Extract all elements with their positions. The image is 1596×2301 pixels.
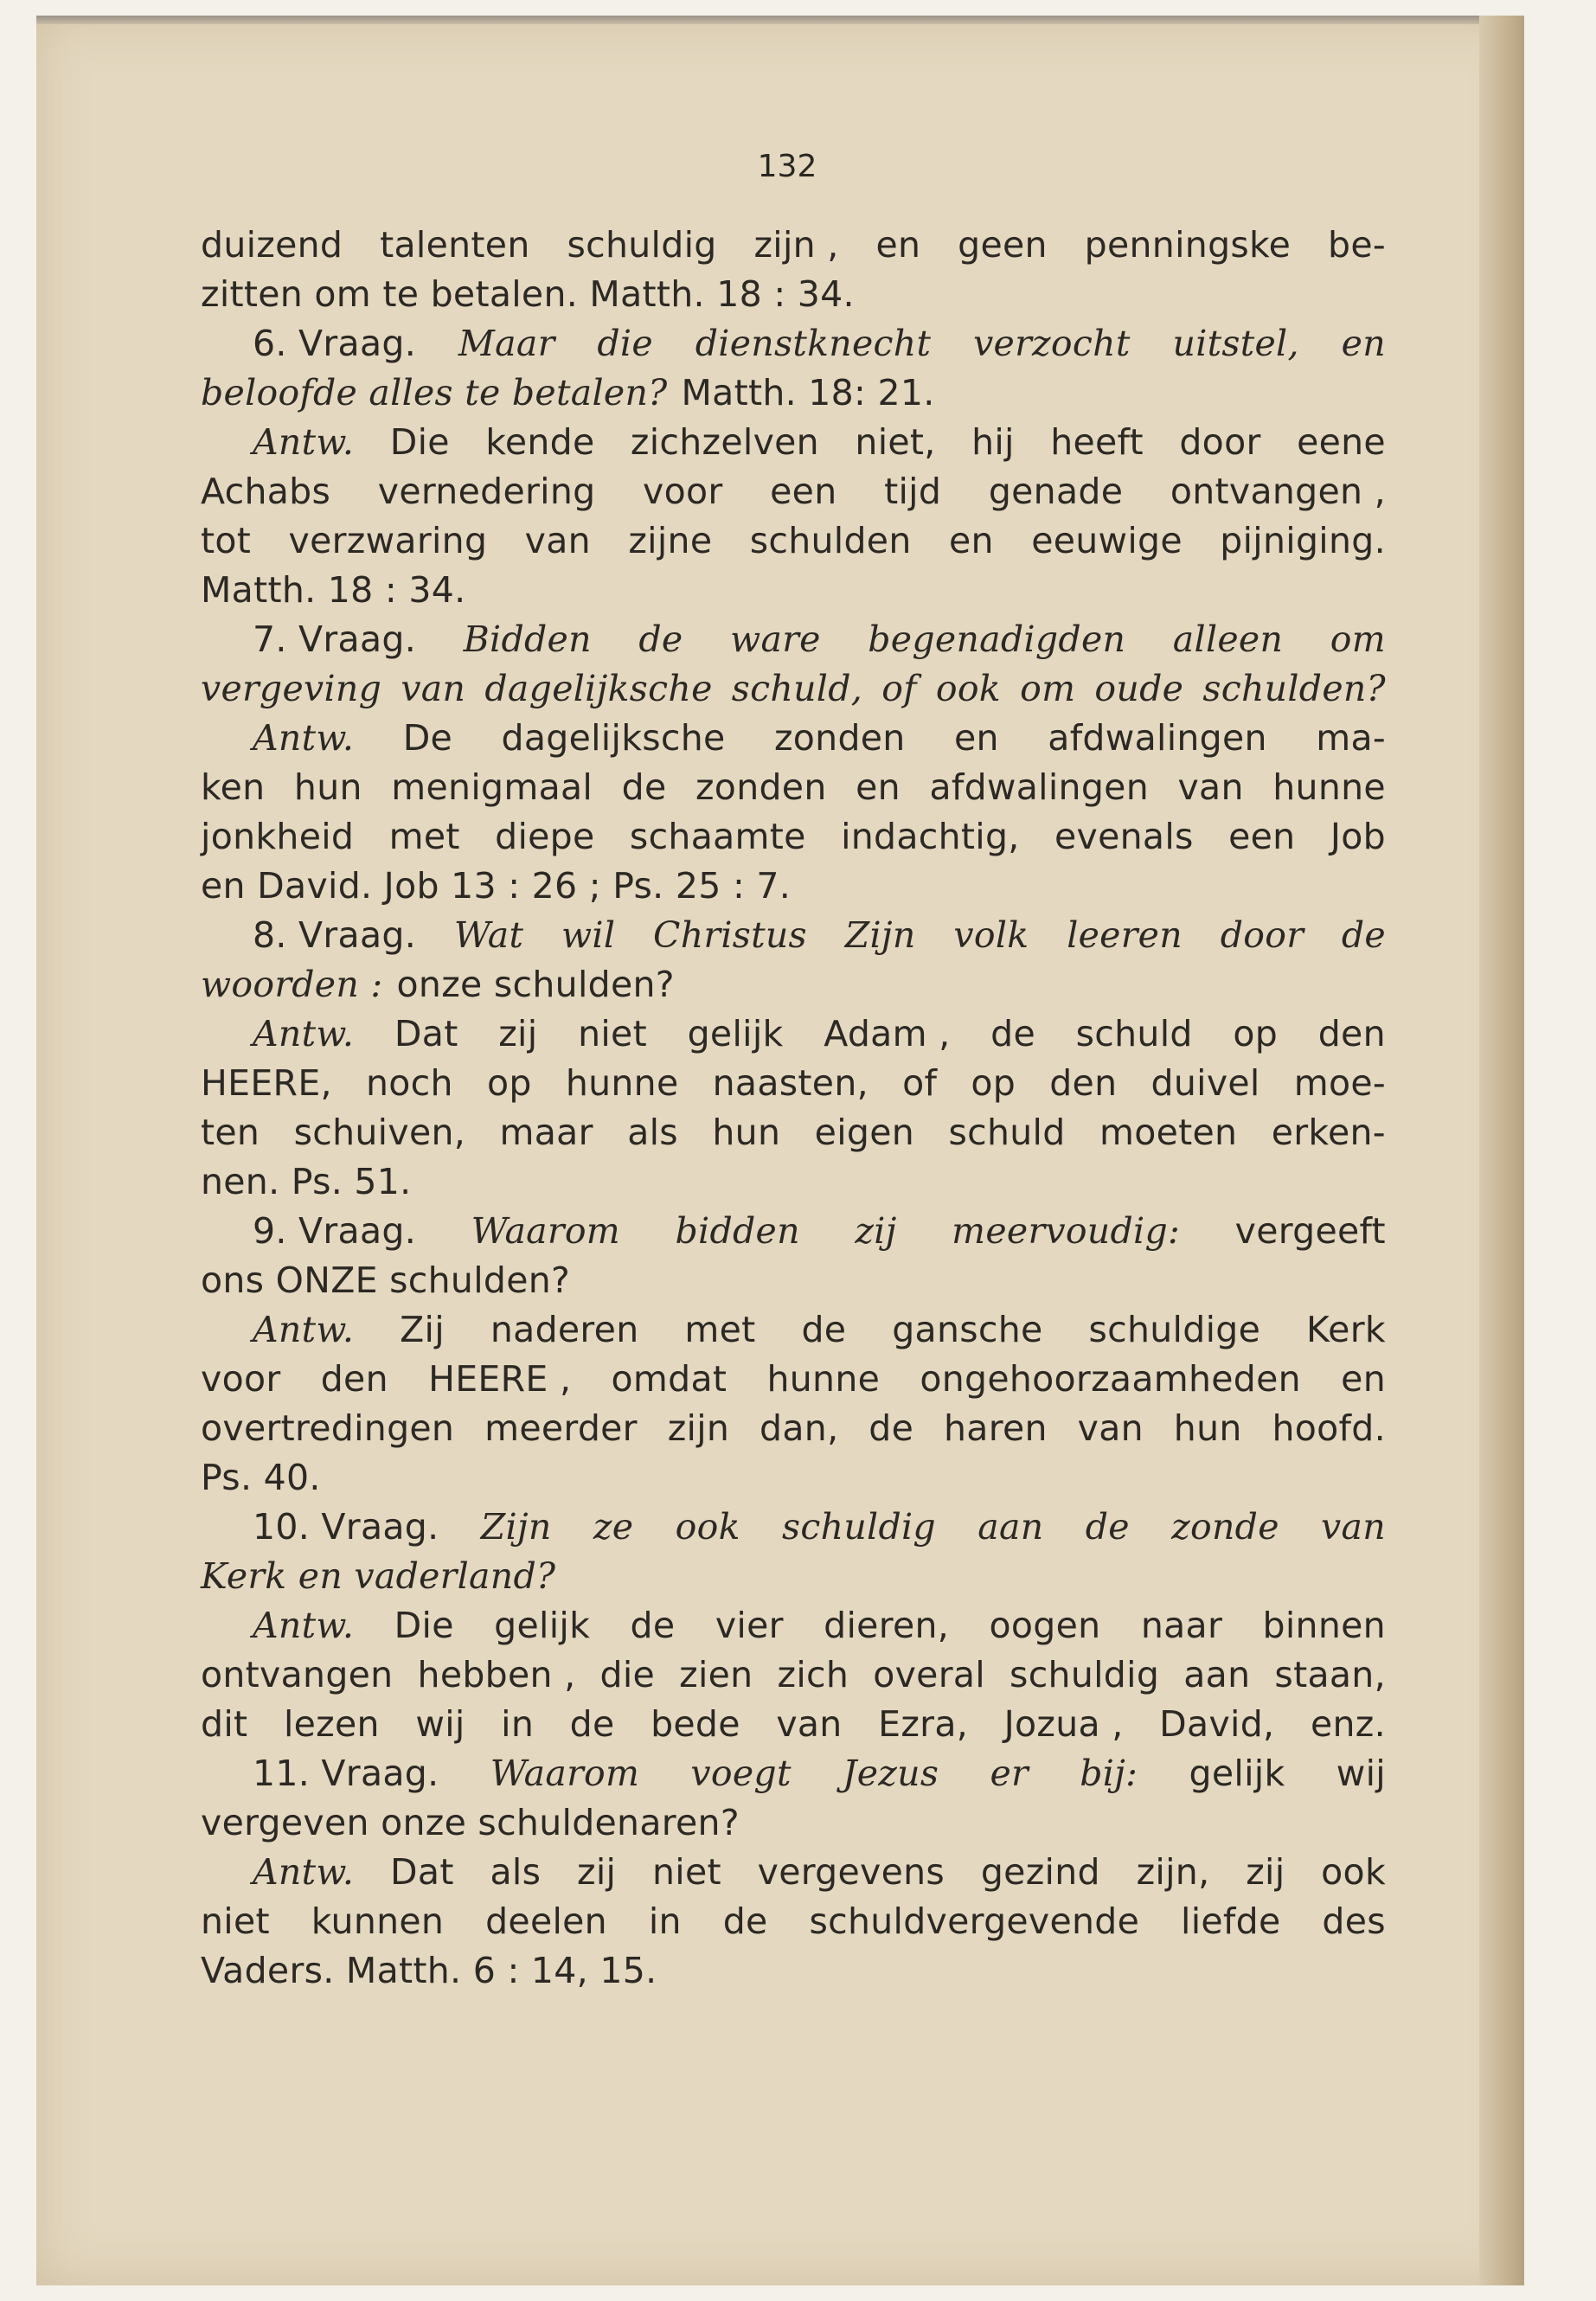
word: bede xyxy=(651,1703,740,1745)
word: hebben , xyxy=(417,1654,576,1695)
word: en xyxy=(856,766,901,808)
word: voor xyxy=(643,471,723,512)
word: naasten, xyxy=(712,1062,869,1104)
text-line xyxy=(201,1552,1386,1601)
word: schuldig xyxy=(567,224,717,266)
word: vernedering xyxy=(377,471,596,512)
word: kunnen xyxy=(311,1900,445,1942)
word: en xyxy=(954,717,999,759)
text-line xyxy=(201,862,1386,911)
word: als xyxy=(627,1112,678,1153)
text-line xyxy=(201,1355,1386,1404)
word: 7. Vraag. xyxy=(253,619,417,660)
italic-word: om xyxy=(1020,668,1076,709)
word: Ps. 40. xyxy=(201,1457,321,1498)
word: den xyxy=(1317,1013,1386,1054)
italic-word: Zijn xyxy=(480,1506,552,1548)
word: ten xyxy=(201,1112,260,1153)
word: vier xyxy=(715,1605,784,1646)
word: meerder xyxy=(484,1407,638,1449)
italic-word: of xyxy=(881,668,917,709)
word: geen xyxy=(958,224,1048,266)
italic-word: begenadigden xyxy=(868,619,1126,660)
word: Dat xyxy=(394,1013,458,1054)
word: zonden xyxy=(695,766,827,808)
italic-word: en xyxy=(1341,323,1386,364)
italic-word: meervoudig: xyxy=(952,1210,1181,1252)
text-line xyxy=(201,369,1386,418)
word: naar xyxy=(1140,1605,1223,1646)
word: afdwalingen xyxy=(929,766,1149,808)
word: gezind xyxy=(980,1851,1100,1893)
italic-word: woorden : xyxy=(201,964,383,1005)
word: overal xyxy=(873,1654,985,1695)
word: duivel xyxy=(1151,1062,1260,1104)
word: indachtig, xyxy=(841,816,1020,857)
text-line xyxy=(201,1897,1386,1946)
word: ken xyxy=(201,766,266,808)
text-line xyxy=(201,1453,1386,1503)
word: Dat xyxy=(390,1851,454,1893)
word: ontvangen , xyxy=(1170,471,1386,512)
word: en David. Job 13 : 26 ; Ps. 25 : 7. xyxy=(201,865,792,907)
word: gelijk xyxy=(494,1605,591,1646)
italic-word: schuldig xyxy=(782,1506,936,1548)
text-line xyxy=(201,812,1386,862)
word: des xyxy=(1322,1900,1386,1942)
italic-word: ware xyxy=(730,619,821,660)
word: evenals xyxy=(1054,816,1194,857)
word: haren xyxy=(944,1407,1048,1449)
word: Achabs xyxy=(201,471,331,512)
word: eigen xyxy=(814,1112,915,1153)
word: De xyxy=(402,717,453,759)
italic-word: verzocht xyxy=(973,323,1131,364)
word: onze schulden? xyxy=(396,964,675,1005)
word: zijn xyxy=(667,1407,730,1449)
word: afdwalingen xyxy=(1048,717,1267,759)
word: vergeven onze schuldenaren? xyxy=(201,1802,740,1843)
word: niet xyxy=(652,1851,721,1893)
word: door xyxy=(1179,421,1261,463)
word: in xyxy=(501,1703,535,1745)
text-line xyxy=(201,1305,1386,1355)
word: oogen xyxy=(989,1605,1101,1646)
word: vergeeft xyxy=(1234,1210,1386,1252)
word: hunne xyxy=(1272,766,1386,808)
italic-word: Maar xyxy=(458,323,555,364)
word: de xyxy=(869,1407,914,1449)
word: de xyxy=(722,1900,768,1942)
word: als xyxy=(490,1851,542,1893)
word: zij xyxy=(1246,1851,1285,1893)
word: jonkheid xyxy=(201,816,355,857)
italic-word: Bidden xyxy=(463,619,592,660)
word: op xyxy=(486,1062,532,1104)
text-line xyxy=(201,615,1386,664)
italic-word: dienstknecht xyxy=(695,323,932,364)
word: voor xyxy=(201,1358,281,1400)
italic-word: zonde xyxy=(1171,1506,1279,1548)
italic-word: van xyxy=(401,668,466,709)
italic-word: Antw. xyxy=(253,1309,355,1350)
word: schaamte xyxy=(629,816,806,857)
italic-word: vergeving xyxy=(201,668,382,709)
word: schuld xyxy=(948,1112,1066,1153)
word: niet xyxy=(578,1013,647,1054)
text-line xyxy=(201,566,1386,615)
word: 10. Vraag. xyxy=(253,1506,439,1548)
word: pijniging. xyxy=(1220,520,1386,561)
word: zijn, xyxy=(1136,1851,1210,1893)
italic-word: er xyxy=(990,1753,1029,1794)
word: maar xyxy=(499,1112,593,1153)
word: zichzelven xyxy=(630,421,819,463)
word: Matth. 18: 21. xyxy=(681,372,935,413)
word: hunne xyxy=(565,1062,679,1104)
word: Matth. 18 : 34. xyxy=(201,569,466,611)
word: deelen xyxy=(485,1900,607,1942)
word: eene xyxy=(1297,421,1386,463)
word: gelijk xyxy=(687,1013,784,1054)
italic-word: die xyxy=(597,323,653,364)
word: wij xyxy=(415,1703,465,1745)
italic-word: dagelijksche xyxy=(484,668,713,709)
word: ongehoorzaamheden xyxy=(920,1358,1301,1400)
word: Die xyxy=(394,1605,454,1646)
word: overtredingen xyxy=(201,1407,455,1449)
word: nen. Ps. 51. xyxy=(201,1161,412,1202)
word: Zij xyxy=(400,1309,445,1350)
word: moe- xyxy=(1293,1062,1386,1104)
italic-word: om xyxy=(1330,619,1386,660)
word: dieren, xyxy=(824,1605,950,1646)
text-line xyxy=(201,1404,1386,1453)
italic-word: ook xyxy=(935,668,1001,709)
word: David, xyxy=(1159,1703,1275,1745)
text-line xyxy=(201,1650,1386,1700)
word: vergevens xyxy=(757,1851,945,1893)
word: omdat xyxy=(611,1358,727,1400)
text-line xyxy=(201,1749,1386,1798)
word: den xyxy=(320,1358,388,1400)
italic-word: bidden xyxy=(675,1210,800,1252)
text-line xyxy=(201,319,1386,369)
word: ons ONZE schulden? xyxy=(201,1259,571,1301)
word: staan, xyxy=(1274,1654,1386,1695)
italic-word: Antw. xyxy=(253,421,355,463)
word: de xyxy=(569,1703,615,1745)
word: Die xyxy=(389,421,450,463)
italic-word: ook xyxy=(675,1506,740,1548)
word: met xyxy=(388,816,460,857)
italic-word: Jezus xyxy=(842,1753,939,1794)
word: eeuwige xyxy=(1031,520,1183,561)
word: wij xyxy=(1336,1753,1386,1794)
text-line xyxy=(201,763,1386,812)
word: menigmaal xyxy=(391,766,593,808)
word: noch xyxy=(366,1062,453,1104)
word: aan xyxy=(1183,1654,1251,1695)
italic-word: Antw. xyxy=(253,1851,355,1893)
text-line xyxy=(201,221,1386,270)
word: HEERE , xyxy=(428,1358,572,1400)
text-line xyxy=(201,714,1386,763)
word: hun xyxy=(1173,1407,1242,1449)
text-line xyxy=(201,1700,1386,1749)
word: zitten om te betalen. Matth. 18 : 34. xyxy=(201,273,855,315)
word: lezen xyxy=(283,1703,380,1745)
text-line xyxy=(201,911,1386,960)
word: gelijk xyxy=(1189,1753,1285,1794)
italic-word: ze xyxy=(593,1506,634,1548)
word: Jozua , xyxy=(1003,1703,1124,1745)
italic-word: van xyxy=(1321,1506,1386,1548)
italic-word: leeren xyxy=(1067,914,1183,956)
word: hun xyxy=(293,766,362,808)
word: schuld xyxy=(1075,1013,1193,1054)
text-line xyxy=(201,418,1386,467)
word: ook xyxy=(1321,1851,1386,1893)
text-line xyxy=(201,1059,1386,1108)
word: de xyxy=(621,766,667,808)
word: zijn , xyxy=(753,224,839,266)
text-line xyxy=(201,1157,1386,1207)
word: een xyxy=(770,471,837,512)
text-line xyxy=(201,270,1386,319)
word: van xyxy=(1177,766,1244,808)
word: op xyxy=(971,1062,1016,1104)
italic-word: Antw. xyxy=(253,1605,355,1646)
italic-word: zij xyxy=(855,1210,897,1252)
word: schuiven, xyxy=(293,1112,466,1153)
italic-word: wil xyxy=(561,914,616,956)
italic-word: oude xyxy=(1094,668,1184,709)
italic-word: schuld, xyxy=(731,668,863,709)
italic-word: voegt xyxy=(690,1753,792,1794)
word: HEERE, xyxy=(201,1062,332,1104)
word: zij xyxy=(577,1851,617,1893)
text-line xyxy=(201,960,1386,1009)
word: schuldvergevende xyxy=(809,1900,1140,1942)
text-line xyxy=(201,1848,1386,1897)
word: en xyxy=(1341,1358,1386,1400)
italic-word: beloofde alles te betalen? xyxy=(201,372,668,413)
word: een xyxy=(1228,816,1296,857)
text-line xyxy=(201,1009,1386,1059)
word: ontvangen xyxy=(201,1654,394,1695)
word: zich xyxy=(777,1654,849,1695)
word: heeft xyxy=(1050,421,1144,463)
word: of xyxy=(902,1062,938,1104)
italic-word: door xyxy=(1220,914,1304,956)
word: duizend xyxy=(201,224,343,266)
text-line xyxy=(201,1601,1386,1650)
word: talenten xyxy=(380,224,530,266)
word: de xyxy=(630,1605,676,1646)
italic-word: Antw. xyxy=(253,717,355,759)
word: penningske xyxy=(1084,224,1292,266)
italic-word: de xyxy=(638,619,683,660)
italic-word: volk xyxy=(953,914,1029,956)
word: gansche xyxy=(892,1309,1043,1350)
word: niet xyxy=(201,1900,270,1942)
word: zonden xyxy=(773,717,906,759)
text-line xyxy=(201,516,1386,566)
word: van xyxy=(524,520,591,561)
italic-word: Wat xyxy=(453,914,524,956)
word: schuldig xyxy=(1010,1654,1160,1695)
italic-word: de xyxy=(1341,914,1386,956)
word: zijne xyxy=(628,520,713,561)
word: de xyxy=(801,1309,847,1350)
word: binnen xyxy=(1262,1605,1386,1646)
word: diepe xyxy=(495,816,595,857)
word: die xyxy=(599,1654,656,1695)
word: Adam , xyxy=(824,1013,951,1054)
text-line xyxy=(201,664,1386,714)
word: Job xyxy=(1330,816,1386,857)
word: erken- xyxy=(1271,1112,1386,1153)
word: en xyxy=(949,520,994,561)
page-right-edge xyxy=(1479,16,1524,2285)
word: zij xyxy=(498,1013,538,1054)
word: dagelijksche xyxy=(501,717,726,759)
text-line xyxy=(201,1207,1386,1256)
word: met xyxy=(684,1309,756,1350)
word: hij xyxy=(971,421,1015,463)
word: dan, xyxy=(760,1407,839,1449)
word: verzwaring xyxy=(288,520,488,561)
italic-word: uitstel, xyxy=(1172,323,1299,364)
word: de xyxy=(990,1013,1035,1054)
word: en xyxy=(875,224,921,266)
word: liefde xyxy=(1181,1900,1281,1942)
word: Kerk xyxy=(1306,1309,1386,1350)
text-line xyxy=(201,1798,1386,1848)
word: hunne xyxy=(766,1358,881,1400)
word: kende xyxy=(485,421,595,463)
text-line xyxy=(201,1256,1386,1305)
word: van xyxy=(1077,1407,1144,1449)
word: dit xyxy=(201,1703,248,1745)
italic-word: alleen xyxy=(1172,619,1284,660)
italic-word: Waarom xyxy=(490,1753,640,1794)
italic-word: bij: xyxy=(1080,1753,1138,1794)
italic-word: de xyxy=(1085,1506,1130,1548)
word: zien xyxy=(679,1654,753,1695)
italic-word: Christus xyxy=(653,914,807,956)
word: be- xyxy=(1328,224,1386,266)
word: van xyxy=(776,1703,843,1745)
italic-word: aan xyxy=(977,1506,1044,1548)
italic-word: Zijn xyxy=(844,914,916,956)
word: 8. Vraag. xyxy=(253,914,417,956)
word: niet, xyxy=(855,421,936,463)
word: Vaders. Matth. 6 : 14, 15. xyxy=(201,1950,657,1991)
word: Ezra, xyxy=(878,1703,969,1745)
word: hun xyxy=(712,1112,781,1153)
word: schulden xyxy=(749,520,912,561)
word: moeten xyxy=(1099,1112,1238,1153)
italic-word: schulden? xyxy=(1202,668,1386,709)
word: enz. xyxy=(1310,1703,1386,1745)
page-body-text xyxy=(201,221,1386,1996)
word: 9. Vraag. xyxy=(253,1210,417,1252)
word: tijd xyxy=(884,471,942,512)
word: op xyxy=(1233,1013,1279,1054)
word: 6. Vraag. xyxy=(253,323,417,364)
text-line xyxy=(201,1503,1386,1552)
page-number: 132 xyxy=(757,149,817,184)
italic-word: Antw. xyxy=(253,1013,355,1054)
word: hoofd. xyxy=(1272,1407,1386,1449)
text-line xyxy=(201,1108,1386,1157)
word: tot xyxy=(201,520,252,561)
italic-word: Waarom xyxy=(471,1210,620,1252)
word: naderen xyxy=(490,1309,639,1350)
word: genade xyxy=(988,471,1124,512)
text-line xyxy=(201,1946,1386,1996)
word: den xyxy=(1049,1062,1118,1104)
italic-word: Kerk en vaderland? xyxy=(201,1555,556,1597)
text-line xyxy=(201,467,1386,516)
word: ma- xyxy=(1316,717,1386,759)
word: in xyxy=(648,1900,682,1942)
page-top-edge xyxy=(36,16,1524,24)
word: schuldige xyxy=(1088,1309,1261,1350)
word: 11. Vraag. xyxy=(253,1753,439,1794)
